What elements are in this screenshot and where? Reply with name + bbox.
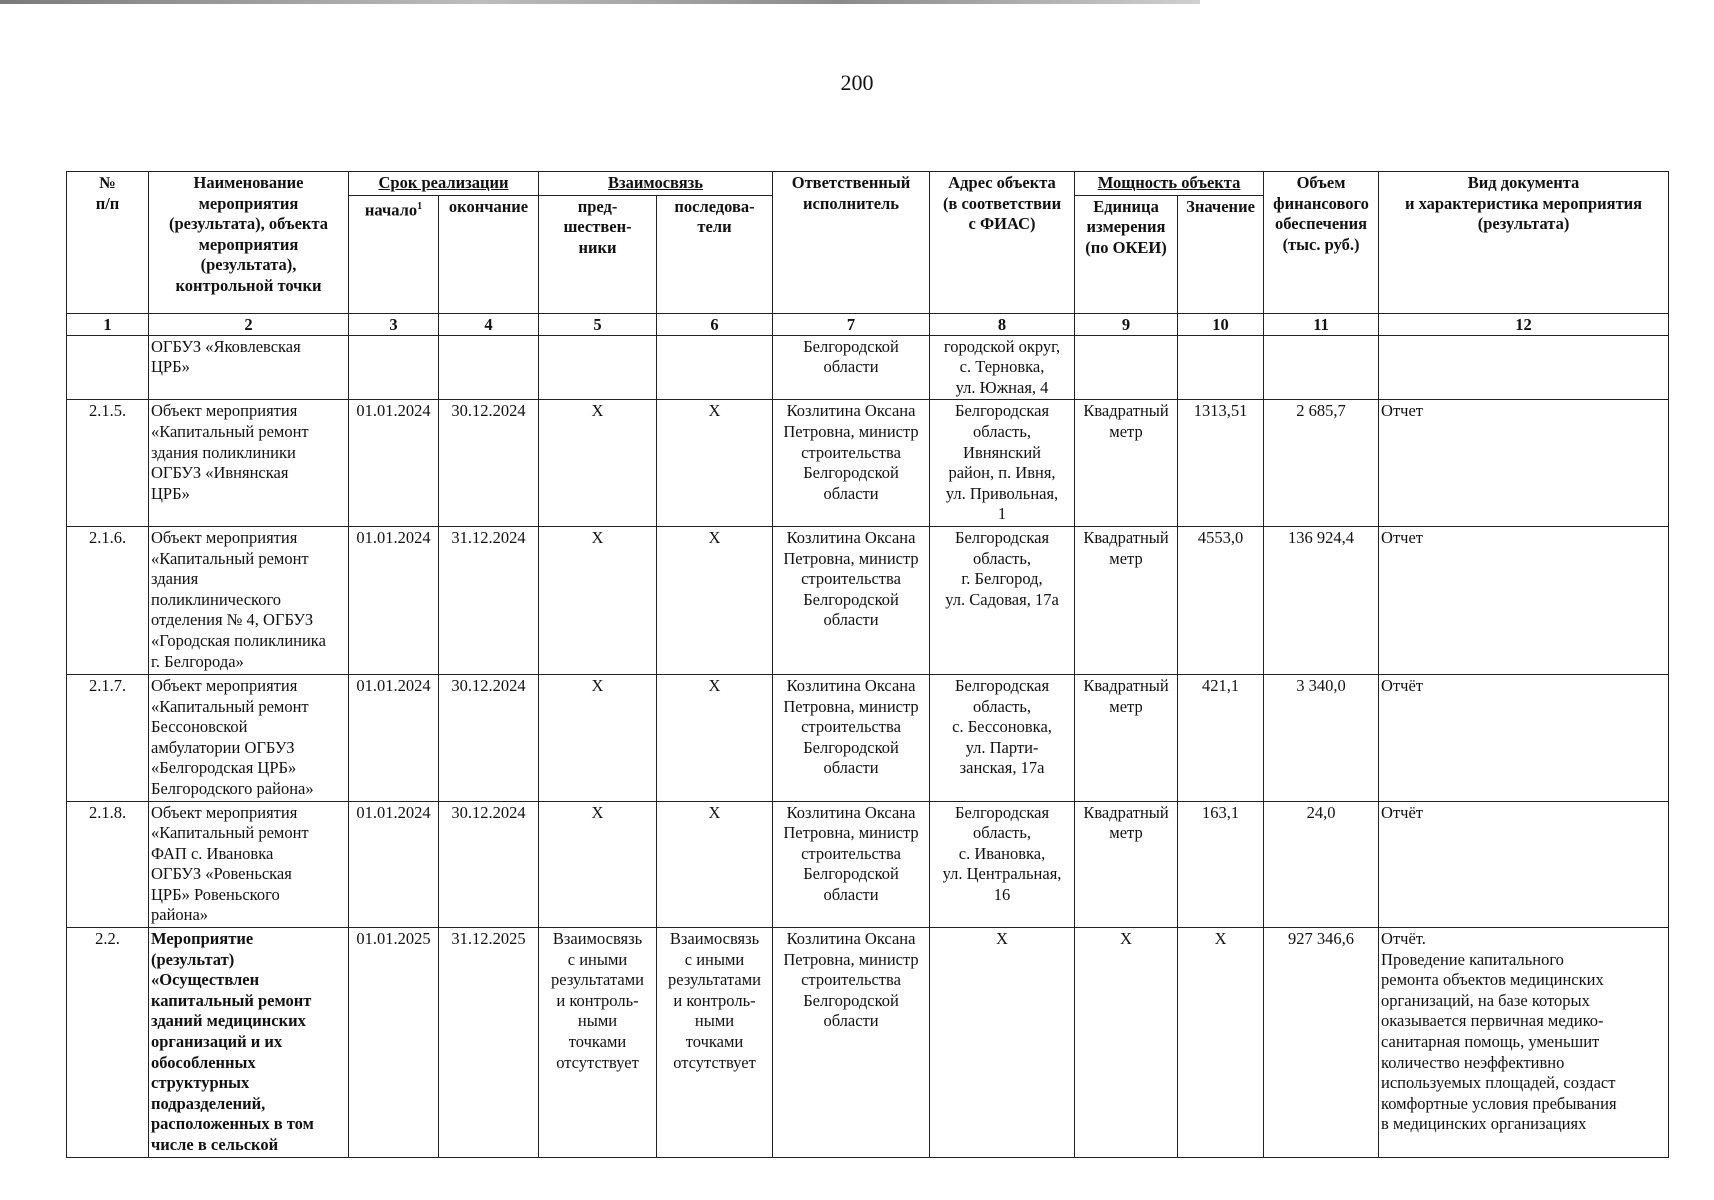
column-number: 12 bbox=[1379, 313, 1669, 335]
header-start bbox=[349, 195, 439, 313]
header-no: № п/п bbox=[67, 172, 149, 314]
cell-value: 163,1 bbox=[1178, 801, 1264, 928]
header-capacity bbox=[1075, 172, 1264, 196]
cell-responsible: Козлитина Оксана Петровна, министр строительства Белгородской области bbox=[773, 801, 930, 928]
cell-name: Объект мероприятия «Капитальный ремонт Бессоновской амбулатории ОГБУЗ «Белгородская ЦРБ» Белгородского района» bbox=[149, 674, 349, 801]
cell-pred: Взаимосвязь с иными результатами и контроль- ными точками отсутствует bbox=[539, 928, 657, 1158]
header-term-label: Срок реализации bbox=[378, 173, 509, 192]
cell-succ: X bbox=[657, 400, 773, 527]
cell-unit: X bbox=[1075, 928, 1178, 1158]
column-number: 1 bbox=[67, 313, 149, 335]
cell-start: 01.01.2024 bbox=[349, 400, 439, 527]
cell-name: Мероприятие (результат) «Осуществлен капитальный ремонт зданий медицинских организаций и их обособленных структурных подразделений, расположенных в том числе в сельской bbox=[149, 928, 349, 1158]
column-number: 9 bbox=[1075, 313, 1178, 335]
cell-doc: Отчёт bbox=[1379, 801, 1669, 928]
header-value: Значение bbox=[1178, 195, 1264, 313]
column-number: 2 bbox=[149, 313, 349, 335]
header-address: Адрес объекта (в соответствии с ФИАС) bbox=[930, 172, 1075, 314]
cell-unit: Квадратный метр bbox=[1075, 526, 1178, 674]
cell-succ: Взаимосвязь с иными результатами и контроль- ными точками отсутствует bbox=[657, 928, 773, 1158]
footnote-marker: 1 bbox=[417, 200, 423, 212]
cell-start: 01.01.2024 bbox=[349, 674, 439, 801]
column-number: 3 bbox=[349, 313, 439, 335]
header-name: Наименование мероприятия (результата), объекта мероприятия (результата), контрольной точки bbox=[149, 172, 349, 314]
cell-address: Белгородская область, г. Белгород, ул. Садовая, 17а bbox=[930, 526, 1075, 674]
cell-start: 01.01.2024 bbox=[349, 526, 439, 674]
header-relation-label: Взаимосвязь bbox=[608, 173, 703, 192]
table-row bbox=[67, 400, 1669, 527]
header-term bbox=[349, 172, 539, 196]
cell-end: 31.12.2024 bbox=[439, 526, 539, 674]
cell-funding bbox=[1264, 335, 1379, 400]
column-number: 11 bbox=[1264, 313, 1379, 335]
cell-unit bbox=[1075, 335, 1178, 400]
cell-address: Белгородская область, Ивнянский район, п. Ивня, ул. Привольная, 1 bbox=[930, 400, 1075, 527]
cell-funding: 136 924,4 bbox=[1264, 526, 1379, 674]
cell-start: 01.01.2025 bbox=[349, 928, 439, 1158]
cell-doc: Отчёт bbox=[1379, 674, 1669, 801]
cell-name: ОГБУЗ «Яковлевская ЦРБ» bbox=[149, 335, 349, 400]
cell-doc: Отчет bbox=[1379, 400, 1669, 527]
cell-address: Белгородская область, с. Бессоновка, ул. Парти- занская, 17а bbox=[930, 674, 1075, 801]
column-number: 4 bbox=[439, 313, 539, 335]
table-row bbox=[67, 335, 1669, 400]
cell-value: 4553,0 bbox=[1178, 526, 1264, 674]
header-doc: Вид документа и характеристика мероприятия (результата) bbox=[1379, 172, 1669, 314]
header-unit: Единица измерения (по ОКЕИ) bbox=[1075, 195, 1178, 313]
top-scan-rule bbox=[0, 0, 1200, 4]
cell-value: 1313,51 bbox=[1178, 400, 1264, 527]
cell-responsible: Козлитина Оксана Петровна, министр строительства Белгородской области bbox=[773, 400, 930, 527]
cell-pred bbox=[539, 335, 657, 400]
cell-address: Белгородская область, с. Ивановка, ул. Центральная, 16 bbox=[930, 801, 1075, 928]
cell-pred: X bbox=[539, 801, 657, 928]
cell-funding: 3 340,0 bbox=[1264, 674, 1379, 801]
header-funding: Объем финансового обеспечения (тыс. руб.) bbox=[1264, 172, 1379, 314]
cell-doc bbox=[1379, 335, 1669, 400]
cell-responsible: Козлитина Оксана Петровна, министр строительства Белгородской области bbox=[773, 674, 930, 801]
cell-no: 2.1.7. bbox=[67, 674, 149, 801]
cell-no: 2.1.8. bbox=[67, 801, 149, 928]
cell-unit: Квадратный метр bbox=[1075, 801, 1178, 928]
header-capacity-label: Мощность объекта bbox=[1097, 173, 1241, 192]
cell-responsible: Белгородской области bbox=[773, 335, 930, 400]
cell-value: 421,1 bbox=[1178, 674, 1264, 801]
cell-no: 2.2. bbox=[67, 928, 149, 1158]
cell-funding: 24,0 bbox=[1264, 801, 1379, 928]
cell-end: 30.12.2024 bbox=[439, 400, 539, 527]
cell-address: городской округ, с. Терновка, ул. Южная, 4 bbox=[930, 335, 1075, 400]
table-row bbox=[67, 674, 1669, 801]
cell-succ bbox=[657, 335, 773, 400]
cell-succ: X bbox=[657, 526, 773, 674]
cell-end: 30.12.2024 bbox=[439, 801, 539, 928]
header-relation bbox=[539, 172, 773, 196]
cell-funding: 2 685,7 bbox=[1264, 400, 1379, 527]
cell-value: X bbox=[1178, 928, 1264, 1158]
column-number: 6 bbox=[657, 313, 773, 335]
cell-value bbox=[1178, 335, 1264, 400]
column-number: 7 bbox=[773, 313, 930, 335]
cell-funding: 927 346,6 bbox=[1264, 928, 1379, 1158]
cell-responsible: Козлитина Оксана Петровна, министр строительства Белгородской области bbox=[773, 526, 930, 674]
table-row bbox=[67, 801, 1669, 928]
cell-doc: Отчет bbox=[1379, 526, 1669, 674]
cell-end bbox=[439, 335, 539, 400]
cell-unit: Квадратный метр bbox=[1075, 400, 1178, 527]
header-row-1 bbox=[67, 172, 1669, 196]
column-number: 8 bbox=[930, 313, 1075, 335]
cell-responsible: Козлитина Оксана Петровна, министр строительства Белгородской области bbox=[773, 928, 930, 1158]
cell-pred: X bbox=[539, 526, 657, 674]
table-row bbox=[67, 526, 1669, 674]
cell-start: 01.01.2024 bbox=[349, 801, 439, 928]
cell-succ: X bbox=[657, 801, 773, 928]
cell-pred: X bbox=[539, 400, 657, 527]
cell-name: Объект мероприятия «Капитальный ремонт ФАП с. Ивановка ОГБУЗ «Ровеньская ЦРБ» Ровеньского района» bbox=[149, 801, 349, 928]
cell-succ: X bbox=[657, 674, 773, 801]
column-number-row bbox=[67, 313, 1669, 335]
column-number: 10 bbox=[1178, 313, 1264, 335]
page-number: 200 bbox=[840, 70, 874, 95]
cell-doc: Отчёт. Проведение капитального ремонта объектов медицинских организаций, на базе которых оказывается первичная медико- санитарная помощь, уменьшит количество неэффективно используемых площадей, создаст комфортные условия пребывания в медицинских организациях bbox=[1379, 928, 1669, 1158]
cell-no bbox=[67, 335, 149, 400]
header-responsible: Ответственный исполнитель bbox=[773, 172, 930, 314]
header-predecessors: пред- шествен- ники bbox=[539, 195, 657, 313]
header-successors: последова- тели bbox=[657, 195, 773, 313]
cell-no: 2.1.6. bbox=[67, 526, 149, 674]
cell-pred: X bbox=[539, 674, 657, 801]
plan-table bbox=[66, 171, 1669, 1158]
header-start-label: начало bbox=[364, 200, 418, 220]
cell-end: 31.12.2025 bbox=[439, 928, 539, 1158]
cell-no: 2.1.5. bbox=[67, 400, 149, 527]
cell-unit: Квадратный метр bbox=[1075, 674, 1178, 801]
cell-name: Объект мероприятия «Капитальный ремонт здания поликлиники ОГБУЗ «Ивнянская ЦРБ» bbox=[149, 400, 349, 527]
cell-end: 30.12.2024 bbox=[439, 674, 539, 801]
table-row bbox=[67, 928, 1669, 1158]
cell-address: X bbox=[930, 928, 1075, 1158]
column-number: 5 bbox=[539, 313, 657, 335]
cell-start bbox=[349, 335, 439, 400]
cell-name: Объект мероприятия «Капитальный ремонт здания поликлинического отделения № 4, ОГБУЗ «Городская поликлиника г. Белгорода» bbox=[149, 526, 349, 674]
header-end: окончание bbox=[439, 195, 539, 313]
